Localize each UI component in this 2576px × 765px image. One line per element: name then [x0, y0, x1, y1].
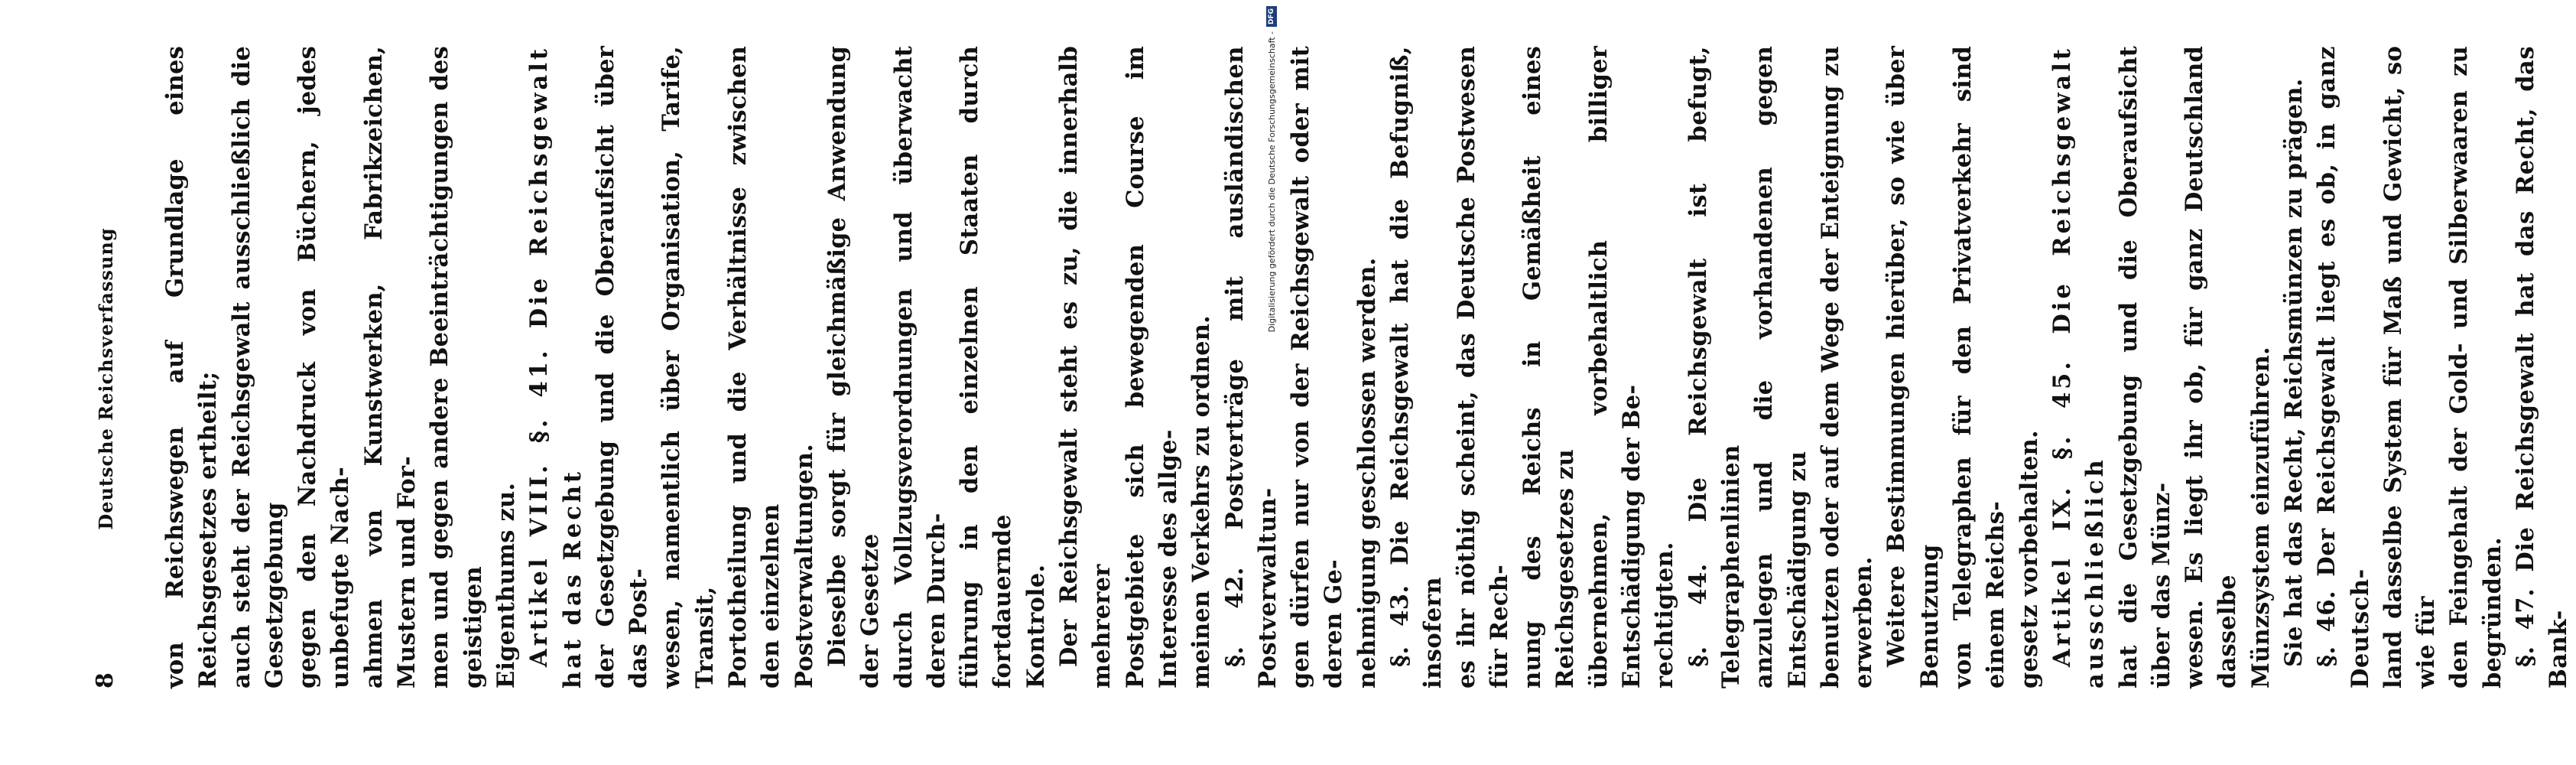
line: auch steht der Reichsgewalt ausschließlich die Gesetzgebung [227, 46, 288, 688]
line: es ihr nöthig scheint, das Deutsche Postwesen für Rech- [1452, 46, 1513, 688]
line: nung des Reichs in Gemäßheit eines Reichsgesetzes zu [1519, 46, 1580, 688]
line: Sie hat das Recht, Reichsmünzen zu prägen. [2280, 78, 2308, 667]
line: gegen den Nachdruck von Büchern, jedes unbefugte Nach- [294, 46, 355, 688]
line: benutzen oder auf dem Wege der Enteignung zu erwerben. [1816, 46, 1878, 688]
line: Dieselbe sorgt für gleichmäßige Anwendung der Gesetze [823, 46, 885, 688]
line: übernehmen, vorbehaltlich billiger Entschädigung der Be- [1584, 46, 1646, 688]
line: gen dürfen nur von der Reichsgewalt oder mit deren Ge- [1287, 46, 1348, 688]
line: Postgebiete sich bewegenden Course im Interesse des allge- [1121, 46, 1182, 688]
line: den Feingehalt der Gold- und Silberwaaren zu begründen. [2445, 46, 2506, 688]
body-text [159, 46, 2576, 688]
credit-text: Digitalisierung gefördert durch die Deutsche Forschungsgemeinschaft - [1266, 31, 1277, 333]
line: men und gegen andere Beeinträchtigungen des geistigen [426, 46, 487, 688]
section-line: §. 46. Der Reichsgewalt liegt es ob, in ganz Deutsch- [2313, 46, 2374, 688]
page-header [92, 46, 128, 688]
line: führung in den einzelnen Staaten durch fortdauernde [956, 46, 1017, 688]
article-heading-line: Artikel IX. §. 45. Die Reichsgewalt ausschließlich [2048, 46, 2110, 688]
line: land dasselbe System für Maß und Gewicht, so wie für [2379, 46, 2441, 688]
section-line: §. 47. Die Reichsgewalt hat das Recht, das Bank- [2512, 46, 2573, 688]
line: Kontrole. [1022, 564, 1050, 688]
line: gesetz vorbehalten. [2015, 430, 2043, 688]
line: hat die Gesetzgebung und die Oberaufsicht über das Münz- [2114, 46, 2175, 688]
line: durch Vollzugsverordnungen und überwacht deren Durch- [889, 46, 950, 688]
line: rechtigten. [1651, 542, 1679, 688]
line: Postverwaltungen. [790, 444, 818, 688]
section-line: §. 44. Die Reichsgewalt ist befugt, Telegraphenlinien [1684, 46, 1745, 688]
line: Weitere Bestimmungen hierüber, so wie über Benutzung [1882, 46, 1944, 688]
line: anzulegen und die vorhandenen gegen Entschädigung zu [1750, 46, 1811, 688]
section-line: §. 42. Postverträge mit ausländischen Postverwaltun- [1220, 46, 1282, 688]
article-heading-line: Artikel VIII. §. 41. Die Reichsgewalt hat das Recht [525, 46, 586, 688]
credit-rotated [1263, 6, 1280, 759]
dfg-logo: DFG [1266, 6, 1277, 27]
line: nehmigung geschlossen werden. [1353, 257, 1381, 688]
digitization-credit [1263, 6, 1280, 759]
line: Münzsystem einzuführen. [2246, 347, 2275, 688]
line: von Telegraphen für den Privatverkehr sind einem Reichs- [1949, 46, 2010, 688]
line: ahmen von Kunstwerken, Fabrikzeichen, Mustern und For- [359, 46, 421, 688]
page-number: 8 [92, 672, 119, 688]
line: der Gesetzgebung und die Oberaufsicht über das Post- [591, 46, 653, 688]
line: wesen. Es liegt ihr ob, für ganz Deutschland dasselbe [2181, 46, 2242, 688]
line: meinen Verkehrs zu ordnen. [1187, 315, 1216, 688]
line: Portotheilung und die Verhältnisse zwischen den einzelnen [724, 46, 785, 688]
running-head: Deutsche Reichsverfassung [95, 227, 117, 530]
line: Der Reichsgewalt steht es zu, die innerhalb mehrerer [1055, 46, 1116, 688]
section-line: §. 43. Die Reichsgewalt hat die Befugniß, insofern [1385, 46, 1447, 688]
line: von Reichswegen auf Grundlage eines Reichsgesetzes ertheilt; [161, 46, 223, 688]
line: Eigenthums zu. [492, 482, 520, 688]
line: wesen, namentlich über Organisation, Tarife, Transit, [658, 46, 719, 688]
